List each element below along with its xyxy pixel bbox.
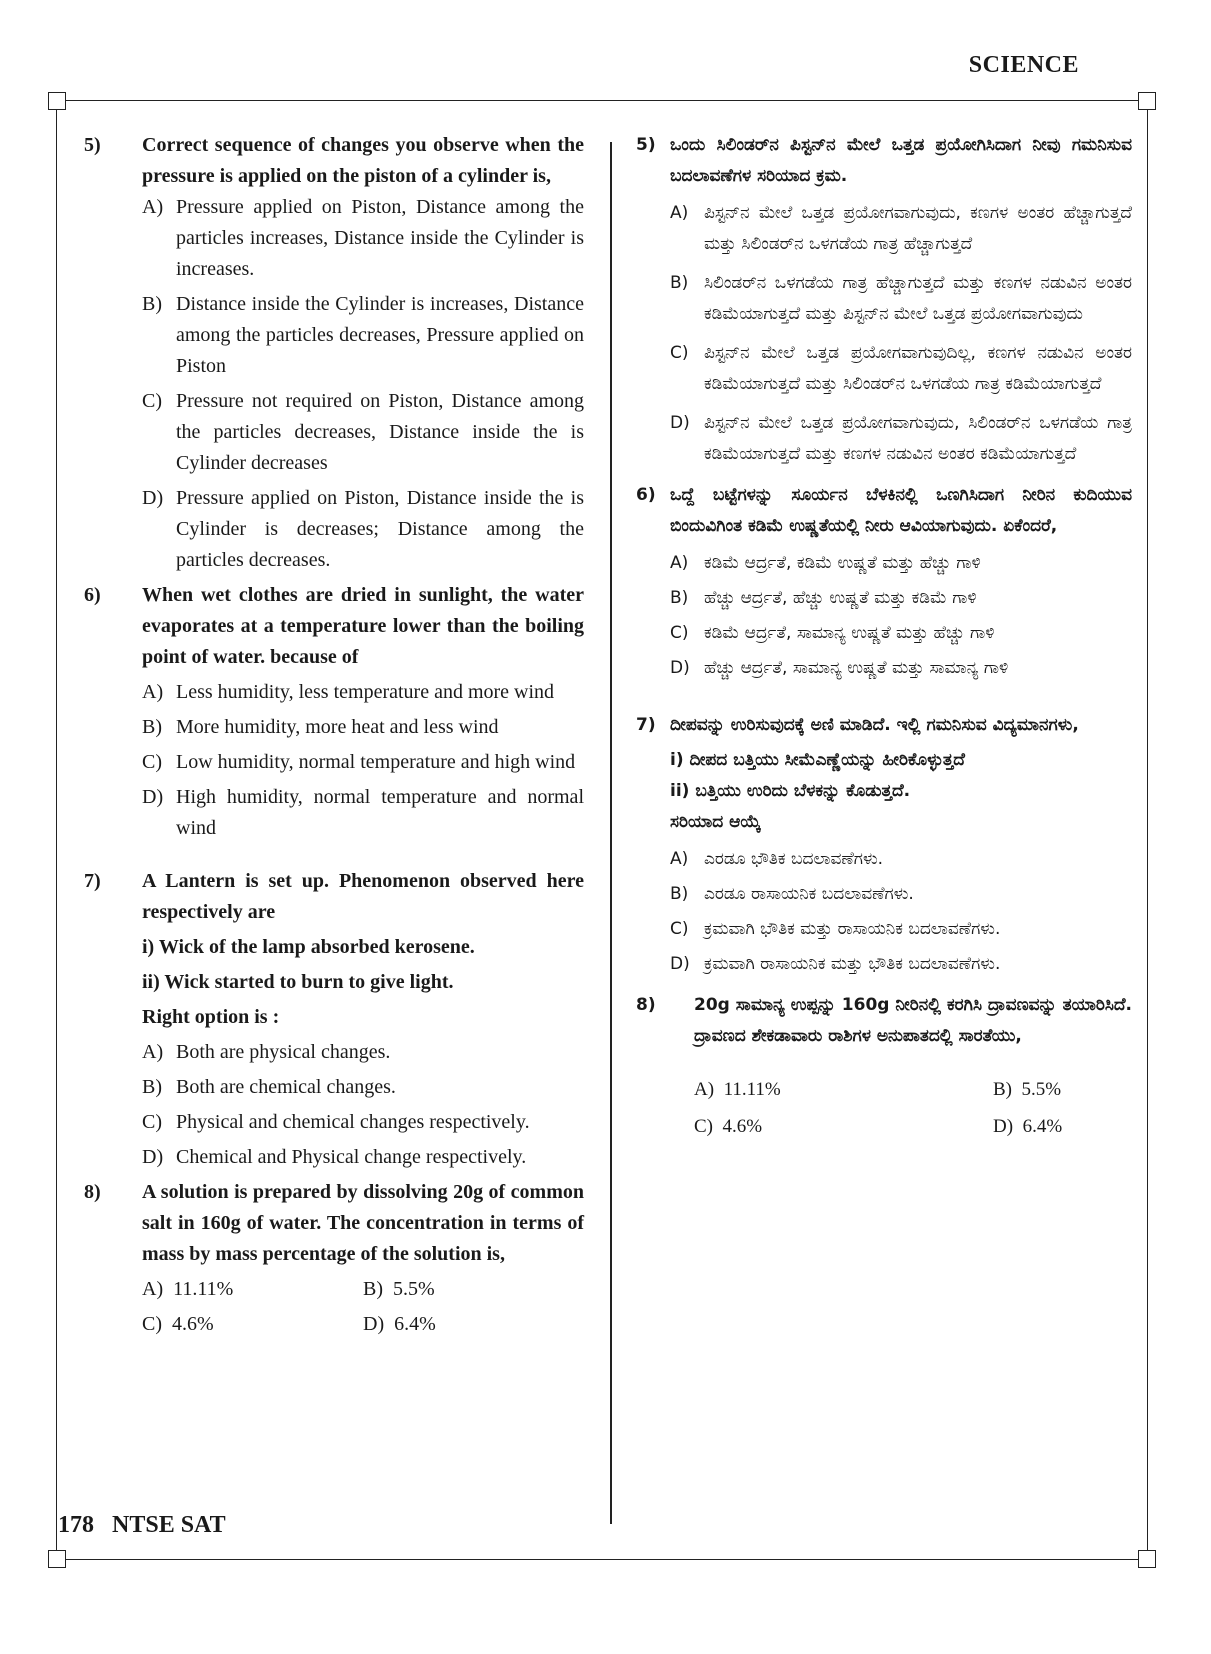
question-stem: When wet clothes are dried in sunlight, the water evaporates at a temperature lower than the boiling point of water. because of xyxy=(142,584,584,668)
option-c: C) ಕಡಿಮೆ ಆರ್ದ್ರತೆ, ಸಾಮಾನ್ಯ ಉಷ್ಣತೆ ಮತ್ತು ಹೆಚ್ಚು ಗಾಳಿ xyxy=(670,623,995,643)
option-c: C) ಕ್ರಮವಾಗಿ ಭೌತಿಕ ಮತ್ತು ರಾಸಾಯನಿಕ ಬದಲಾವಣೆಗಳು. xyxy=(670,919,1001,939)
option-a: A) ಪಿಸ್ಟನ್‌ನ ಮೇಲೆ ಒತ್ತಡ ಪ್ರಯೋಗವಾಗುವುದು, ಕಣಗಳ ಅಂತರ ಹೆಚ್ಚಾಗುತ್ತದೆ ಮತ್ತು ಸಿಲಿಂಡರ್‌ನ ಒಳಗಡೆಯ ಗಾತ್ರ ಹೆಚ್ಚಾಗುತ್ತದೆ xyxy=(670,203,1132,254)
statement: i) ದೀಪದ ಬತ್ತಿಯು ಸೀಮೆಎಣ್ಣೆಯನ್ನು ಹೀರಿಕೊಳ್ಳುತ್ತದೆ xyxy=(670,750,965,770)
option-b: B) More humidity, more heat and less wind xyxy=(142,716,499,738)
question-8 xyxy=(84,1177,584,1270)
question-6 xyxy=(84,580,584,673)
option-b: B) Distance inside the Cylinder is increases, Distance among the particles decreases, Pressure applied on Piston xyxy=(142,293,584,377)
option-b: B) 5.5% xyxy=(363,1278,435,1300)
page-number: 178 xyxy=(58,1512,94,1538)
options-grid xyxy=(694,1074,1132,1142)
option-a: A) ಎರಡೂ ಭೌತಿಕ ಬದಲಾವಣೆಗಳು. xyxy=(670,849,884,869)
option-b: B) ಸಿಲಿಂಡರ್‌ನ ಒಳಗಡೆಯ ಗಾತ್ರ ಹೆಚ್ಚಾಗುತ್ತದೆ ಮತ್ತು ಕಣಗಳ ನಡುವಿನ ಅಂತರ ಕಡಿಮೆಯಾಗುತ್ತದೆ ಮತ್ತು ಪಿಸ್ಟನ್‌ನ ಮೇಲೆ ಒತ್ತಡ ಪ್ರಯೋಗವಾಗುವುದು xyxy=(670,273,1132,324)
english-column xyxy=(84,130,584,1340)
option-c: C) Pressure not required on Piston, Distance among the particles decreases, Distance inside the is Cylinder decreases xyxy=(142,390,584,474)
question-number: 5) xyxy=(84,134,101,156)
option-d: D) Pressure applied on Piston, Distance inside the is Cylinder is decreases; Distance among the particles decreases. xyxy=(142,487,584,571)
statement: ಸರಿಯಾದ ಆಯ್ಕೆ xyxy=(670,812,761,832)
option-a: A) 11.11% xyxy=(142,1278,234,1300)
question-stem: A solution is prepared by dissolving 20g of common salt in 160g of water. The concentration in terms of mass by mass percentage of the solution is, xyxy=(142,1181,584,1265)
question-number: 6) xyxy=(636,485,656,505)
option-d: D) High humidity, normal temperature and normal wind xyxy=(142,786,584,839)
option-b: B) 5.5% xyxy=(993,1079,1062,1100)
question-5 xyxy=(84,130,584,192)
options-grid xyxy=(142,1274,584,1340)
question-number: 7) xyxy=(636,715,656,735)
option-d: D) ಕ್ರಮವಾಗಿ ರಾಸಾಯನಿಕ ಮತ್ತು ಭೌತಿಕ ಬದಲಾವಣೆಗಳು. xyxy=(670,954,1001,974)
column-divider xyxy=(610,142,612,1524)
question-stem: A Lantern is set up. Phenomenon observed here respectively are xyxy=(142,870,584,923)
option-a: A) ಕಡಿಮೆ ಆರ್ದ್ರತೆ, ಕಡಿಮೆ ಉಷ್ಣತೆ ಮತ್ತು ಹೆಚ್ಚು ಗಾಳಿ xyxy=(670,553,981,573)
statement: Right option is : xyxy=(142,1006,280,1028)
question-stem: ಒಂದು ಸಿಲಿಂಡರ್‌ನ ಪಿಸ್ಟನ್‌ನ ಮೇಲೆ ಒತ್ತಡ ಪ್ರಯೋಗಿಸಿದಾಗ ನೀವು ಗಮನಿಸುವ ಬದಲಾವಣೆಗಳ ಸರಿಯಾದ ಕ್ರಮ. xyxy=(670,135,1132,186)
book-title: NTSE SAT xyxy=(112,1512,226,1538)
question-number: 8) xyxy=(636,995,656,1015)
question-stem: Correct sequence of changes you observe when the pressure is applied on the piston of a cylinder is, xyxy=(142,134,584,187)
frame-corner-ornament xyxy=(1138,92,1156,110)
question-number: 7) xyxy=(84,870,101,892)
kannada-column xyxy=(636,130,1132,1142)
statement: i) Wick of the lamp absorbed kerosene. xyxy=(142,936,475,958)
question-number: 6) xyxy=(84,584,101,606)
question-stem: 20g ಸಾಮಾನ್ಯ ಉಪ್ಪನ್ನು 160g ನೀರಿನಲ್ಲಿ ಕರಗಿಸಿ ದ್ರಾವಣವನ್ನು ತಯಾರಿಸಿದೆ. ದ್ರಾವಣದ ಶೇಕಡಾವಾರು ರಾಶಿಗಳ ಅನುಪಾತದಲ್ಲಿ ಸಾರತೆಯು, xyxy=(694,995,1132,1046)
option-c: C) Low humidity, normal temperature and high wind xyxy=(142,751,576,773)
statement: ii) Wick started to burn to give light. xyxy=(142,971,454,993)
option-d: D) 6.4% xyxy=(993,1116,1063,1137)
option-b: B) ಹೆಚ್ಚು ಆರ್ದ್ರತೆ, ಹೆಚ್ಚು ಉಷ್ಣತೆ ಮತ್ತು ಕಡಿಮೆ ಗಾಳಿ xyxy=(670,588,977,608)
option-d: D) ಹೆಚ್ಚು ಆರ್ದ್ರತೆ, ಸಾಮಾನ್ಯ ಉಷ್ಣತೆ ಮತ್ತು ಸಾಮಾನ್ಯ ಗಾಳಿ xyxy=(670,658,1009,678)
page-footer xyxy=(58,1512,226,1539)
question-7 xyxy=(84,866,584,928)
frame-corner-ornament xyxy=(48,92,66,110)
question-7 xyxy=(636,710,1132,741)
option-c: C) 4.6% xyxy=(694,1116,763,1137)
question-5 xyxy=(636,130,1132,192)
option-c: C) ಪಿಸ್ಟನ್‌ನ ಮೇಲೆ ಒತ್ತಡ ಪ್ರಯೋಗವಾಗುವುದಿಲ್ಲ, ಕಣಗಳ ನಡುವಿನ ಅಂತರ ಕಡಿಮೆಯಾಗುತ್ತದೆ ಮತ್ತು ಸಿಲಿಂಡರ್‌ನ ಒಳಗಡೆಯ ಗಾತ್ರ ಕಡಿಮೆಯಾಗುತ್ತದೆ xyxy=(670,343,1132,394)
question-stem: ದೀಪವನ್ನು ಉರಿಸುವುದಕ್ಕೆ ಅಣಿ ಮಾಡಿದೆ. ಇಲ್ಲಿ ಗಮನಿಸುವ ವಿದ್ಯಮಾನಗಳು, xyxy=(670,715,1079,735)
question-number: 8) xyxy=(84,1181,101,1203)
option-b: B) Both are chemical changes. xyxy=(142,1076,396,1098)
subject-header: SCIENCE xyxy=(968,52,1079,78)
statement: ii) ಬತ್ತಿಯು ಉರಿದು ಬೆಳಕನ್ನು ಕೊಡುತ್ತದೆ. xyxy=(670,781,911,801)
option-d: D) ಪಿಸ್ಟನ್‌ನ ಮೇಲೆ ಒತ್ತಡ ಪ್ರಯೋಗವಾಗುವುದು, ಸಿಲಿಂಡರ್‌ನ ಒಳಗಡೆಯ ಗಾತ್ರ ಕಡಿಮೆಯಾಗುತ್ತದೆ ಮತ್ತು ಕಣಗಳ ನಡುವಿನ ಅಂತರ ಕಡಿಮೆಯಾಗುತ್ತದೆ xyxy=(670,413,1132,464)
question-6 xyxy=(636,480,1132,542)
option-a: A) Pressure applied on Piston, Distance among the particles increases, Distance inside the Cylinder is increases. xyxy=(142,196,584,280)
option-a: A) Both are physical changes. xyxy=(142,1041,391,1063)
option-a: A) 11.11% xyxy=(694,1079,781,1100)
option-b: B) ಎರಡೂ ರಾಸಾಯನಿಕ ಬದಲಾವಣೆಗಳು. xyxy=(670,884,914,904)
question-number: 5) xyxy=(636,135,656,155)
option-a: A) Less humidity, less temperature and more wind xyxy=(142,681,555,703)
option-d: D) Chemical and Physical change respectively. xyxy=(142,1146,527,1168)
option-c: C) 4.6% xyxy=(142,1313,214,1335)
option-c: C) Physical and chemical changes respectively. xyxy=(142,1111,530,1133)
question-8 xyxy=(636,990,1132,1052)
option-d: D) 6.4% xyxy=(363,1313,436,1335)
frame-corner-ornament xyxy=(1138,1550,1156,1568)
frame-corner-ornament xyxy=(48,1550,66,1568)
question-stem: ಒದ್ದೆ ಬಟ್ಟೆಗಳನ್ನು ಸೂರ್ಯನ ಬೆಳಕಿನಲ್ಲಿ ಒಣಗಿಸಿದಾಗ ನೀರಿನ ಕುದಿಯುವ ಬಿಂದುವಿಗಿಂತ ಕಡಿಮೆ ಉಷ್ಣತೆಯಲ್ಲಿ ನೀರು ಆವಿಯಾಗುವುದು. ಏಕೆಂದರೆ, xyxy=(670,485,1132,536)
